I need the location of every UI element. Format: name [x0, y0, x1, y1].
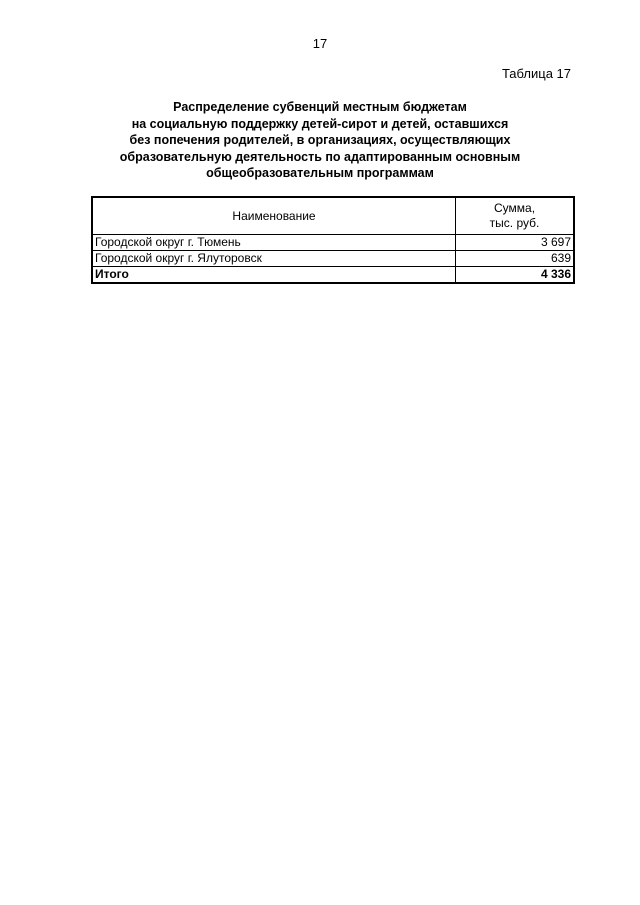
row-sum: 639: [456, 251, 574, 267]
table-row: [92, 251, 574, 267]
row-sum: 3 697: [456, 235, 574, 251]
total-row: [92, 267, 574, 284]
page-number: 17: [312, 36, 328, 51]
header-sum: [456, 197, 574, 235]
total-name: Итого: [92, 267, 456, 284]
title-line: образовательную деятельность по адаптированным основным: [119, 149, 521, 164]
table-row: [92, 235, 574, 251]
subventions-table: [91, 196, 575, 284]
table-label: Таблица 17: [501, 66, 571, 81]
header-sum-line: тыс. руб.: [489, 216, 540, 230]
row-name: Городской округ г. Ялуторовск: [92, 251, 456, 267]
title-line: на социальную поддержку детей-сирот и детей, оставшихся: [131, 116, 509, 131]
title-line: общеобразовательным программам: [206, 166, 434, 180]
title-line: Распределение субвенций местным бюджетам: [173, 100, 467, 114]
title-line: без попечения родителей, в организациях, осуществляющих: [129, 133, 511, 147]
header-name: Наименование: [92, 197, 456, 235]
row-name: Городской округ г. Тюмень: [92, 235, 456, 251]
table-header-row: [92, 197, 574, 235]
header-sum-line: Сумма,: [493, 201, 536, 215]
document-title: [80, 99, 560, 182]
total-sum: 4 336: [456, 267, 574, 284]
